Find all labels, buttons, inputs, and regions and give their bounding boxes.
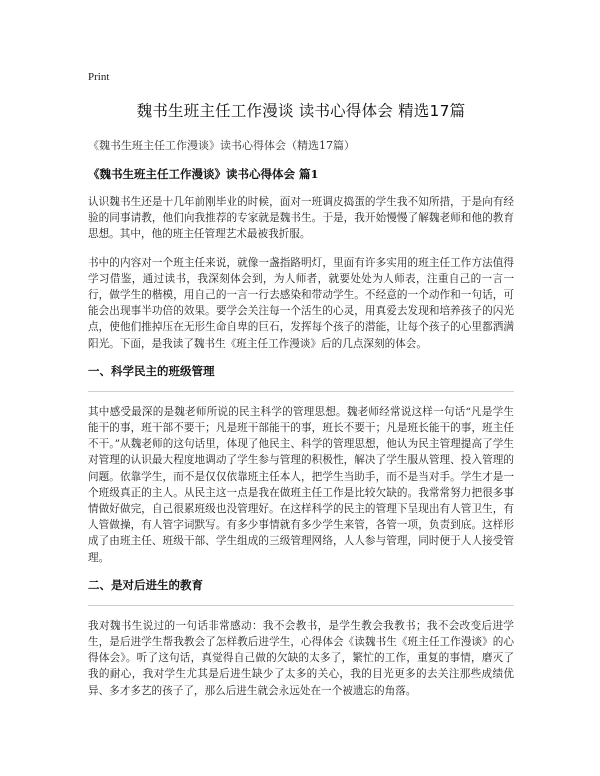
section-heading: 《魏书生班主任工作漫谈》读书心得体会 篇1: [88, 167, 319, 181]
document-subtitle: 《魏书生班主任工作漫谈》读书心得体会（精选17篇）: [88, 139, 355, 152]
heading-divider: [88, 391, 514, 392]
heading-divider: [88, 605, 514, 606]
document-title: 魏书生班主任工作漫谈 读书心得体会 精选17篇: [136, 102, 466, 120]
paragraph-1: 认识魏书生还是十几年前刚毕业的时候，面对一班调皮捣蛋的学生我不知所措，于是向有经验的同事请教，他们向我推荐的专家就是魏书生。于是，我开始慢慢了解魏老师和他的教育思想。其中，他的班主任管理艺术最被我折服。: [88, 196, 514, 241]
paragraph-2: 书中的内容对一个班主任来说，就像一盏指路明灯，里面有许多实用的班主任工作方法值得学习借鉴，通过读书，我深刻体会到，为人师者，就要处处为人师表，注重自己的一言一行，做学生的楷模，用自己的一言一行去感染和带动学生。不经意的一个动作和一句话，可能会出现事半功倍的效果。要学会关注每一个活生的心灵，用真爱去发现和培养孩子的闪光点，使他们推掉压在无形生命自卑的巨石，发挥每个孩子的潜能，让每个孩子的心里都洒满阳光。下面，是我读了魏书生《班主任工作漫谈》后的几点深刻的体会。: [88, 256, 514, 350]
subheading-underachiever-education: 二、是对后进生的教育: [88, 577, 203, 592]
subheading-democratic-management: 一、科学民主的班级管理: [88, 363, 215, 378]
print-label[interactable]: Print: [88, 71, 110, 83]
paragraph-4: 我对魏书生说过的一句话非常感动：我不会教书，是学生教会我教书；我不会改变后进学生，是后进学生帮我教会了怎样教后进学生，心得体会《读魏书生《班主任工作漫谈》的心得体会》。听了这句话，真觉得自己做的欠缺的太多了，繁忙的工作，重复的事情，磨灭了我的耐心，我对学生尤其是后进生缺少了太多的关心，我的目光更多的去关注那些成绩优异、多才多艺的孩子了，那么后进生就会永远处在一个被遗忘的角落。: [88, 619, 514, 697]
paragraph-3: 其中感受最深的是魏老师所说的民主科学的管理思想。魏老师经常说这样一句话“凡是学生能干的事，班干部不要干；凡是班干部能干的事，班长不要干；凡是班长能干的事，班主任不干。”从魏老师的这句话里，体现了他民主、科学的管理思想，他认为民主管理提高了学生对管理的认识最大程度地调动了学生参与管理的积极性，解决了学生服从管理、投入管理的问题。依靠学生，而不是仅仅依靠班主任本人，把学生当助手，而不是当对手。学生才是一个班级真正的主人。从民主这一点是我在做班主任工作是比较欠缺的。我常常努力把很多事情做好做完，自己很累班级也没管理好。在这样科学的民主的管理下呈现出有人管卫生，有人管做操，有人管字词默写。有多少事情就有多少学生来管，各管一项，负责到底。这样形成了由班主任、班级干部、学生组成的三级管理网络，人人参与管理，同时便于人人接受管理。: [88, 405, 514, 564]
